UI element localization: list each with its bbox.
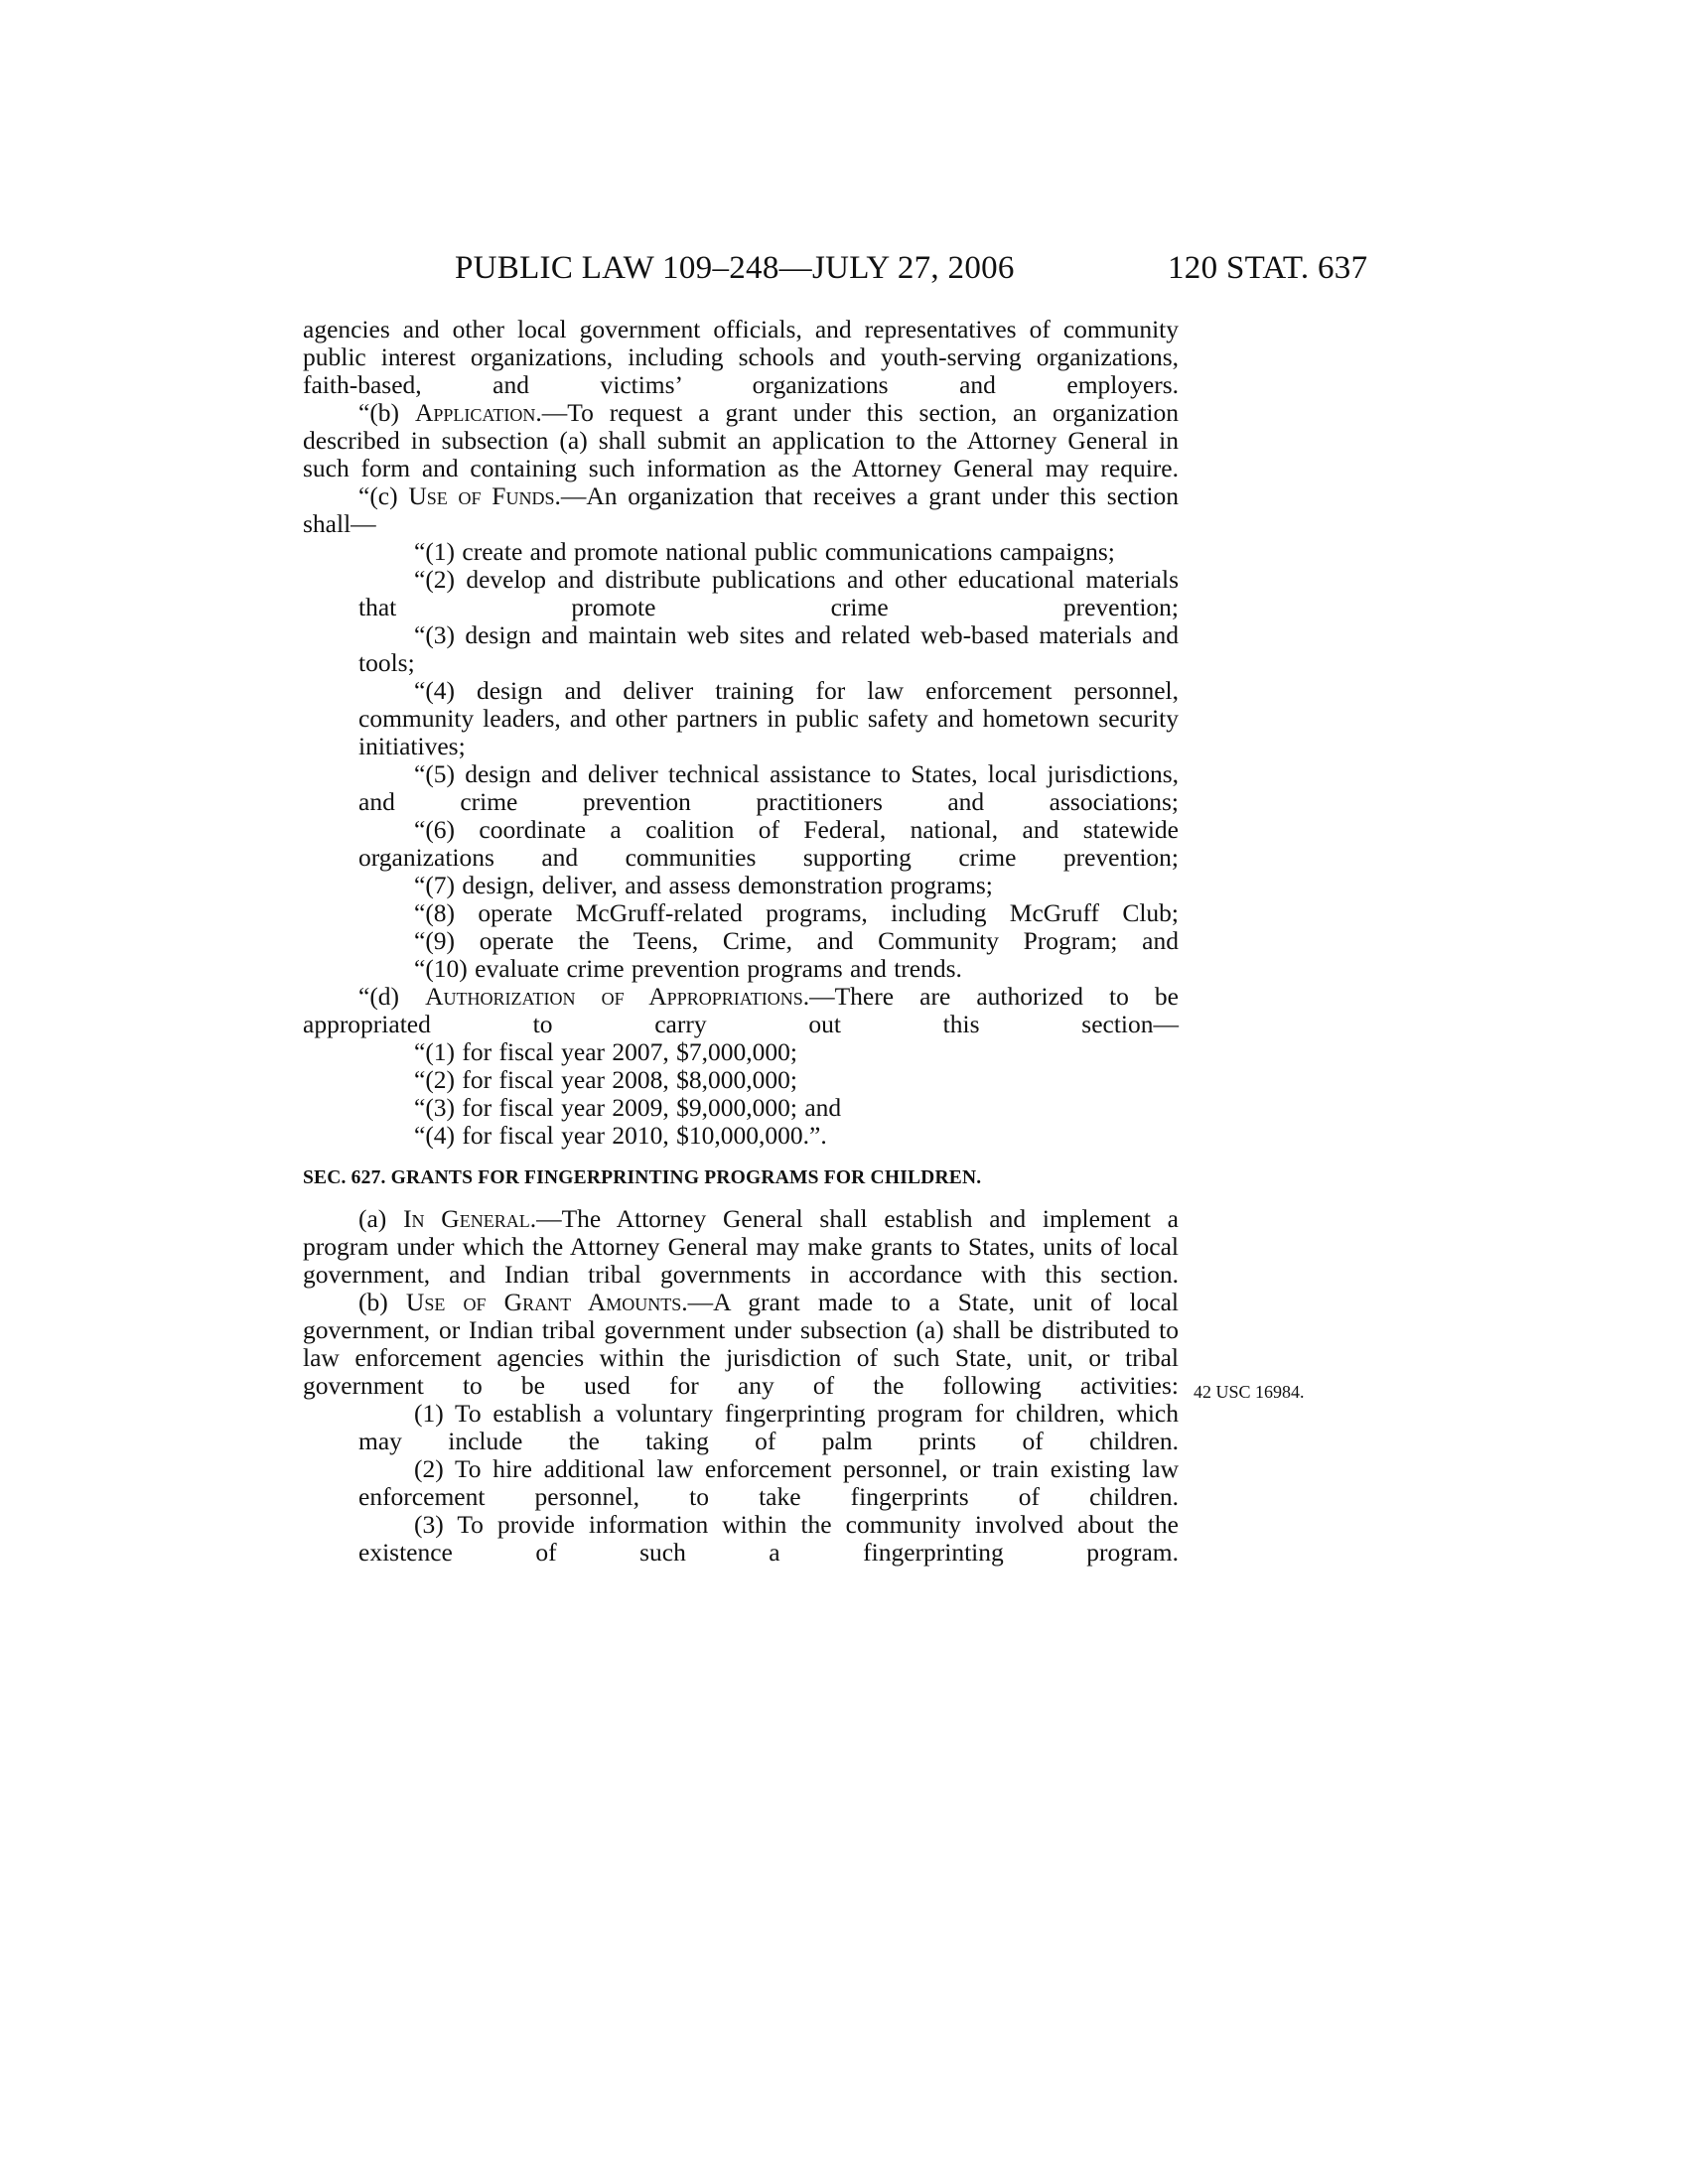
subsection-d-appropriations: “(d) Authorization of Appropriations.—There are authorized to be appropriated to carry out this section— [303,982,1179,1038]
funds-item: “(4) design and deliver training for law enforcement personnel, community leaders, and other partners in public safety and hometown security initiatives; [358,676,1179,760]
statute-page-number: 120 STAT. 637 [1168,250,1368,286]
sec-627-subsection-b: (b) Use of Grant Amounts.—A grant made to a State, unit of local government, or Indian tribal government under subsection (a) shall be distributed to law enforcement agencies within the jurisdiction of such State, unit, or tribal government to be used for any of the following activities: [303,1288,1180,1400]
activity-item: (3) To provide information within the community involved about the existence of such a fingerprinting program. [358,1510,1179,1567]
funds-item: “(3) design and maintain web sites and related web-based materials and tools; [358,620,1179,677]
funds-item: “(7) design, deliver, and assess demonstration programs; [414,871,993,899]
section-heading-row [303,1167,1179,1195]
statute-body [303,316,1179,1567]
funds-item: “(6) coordinate a coalition of Federal, national, and statewide organizations and communities supporting crime prevention; [358,815,1179,872]
funds-item: “(10) evaluate crime prevention programs and trends. [414,954,962,983]
appropriation-item: “(4) for fiscal year 2010, $10,000,000.”. [414,1121,827,1150]
subsection-b-application: “(b) Application.—To request a grant under this section, an organization described in subsection (a) shall submit an application to the Attorney General in such form and containing such information as the Attorney General may require. [303,398,1179,482]
running-head [0,250,1688,290]
funds-item: “(2) develop and distribute publications and other educational materials that promote crime prevention; [358,565,1179,621]
appropriation-item: “(3) for fiscal year 2009, $9,000,000; and [414,1093,842,1122]
funds-item: “(1) create and promote national public communications campaigns; [414,537,1115,566]
subsection-c-use-of-funds: “(c) Use of Funds.—An organization that receives a grant under this section shall— [303,481,1180,538]
running-head-title: PUBLIC LAW 109–248—JULY 27, 2006 [455,250,1015,286]
appropriation-item: “(1) for fiscal year 2007, $7,000,000; [414,1037,797,1066]
continued-paragraph: agencies and other local government officials, and representatives of community public interest organizations, including schools and youth-serving organizations, faith-based, and victims’ organizations and employers. [303,315,1179,399]
appropriation-item: “(2) for fiscal year 2008, $8,000,000; [414,1065,797,1094]
activity-item: (1) To establish a voluntary fingerprinting program for children, which may include the taking of palm prints of children. [358,1399,1179,1455]
section-627-heading: SEC. 627. GRANTS FOR FINGERPRINTING PROGRAMS FOR CHILDREN. [303,1167,982,1188]
funds-item: “(5) design and deliver technical assistance to States, local jurisdictions, and crime prevention practitioners and associations; [358,759,1179,816]
usc-citation-margin-note: 42 USC 16984. [1194,1382,1305,1402]
funds-item: “(8) operate McGruff-related programs, including McGruff Club; [414,898,1179,927]
activity-item: (2) To hire additional law enforcement personnel, or train existing law enforcement personnel, to take fingerprints of children. [358,1454,1179,1511]
sec-627-subsection-a: (a) In General.—The Attorney General shall establish and implement a program under which the Attorney General may make grants to States, units of local government, and Indian tribal governments in accordance with this section. [303,1204,1179,1289]
funds-item: “(9) operate the Teens, Crime, and Community Program; and [414,926,1179,955]
